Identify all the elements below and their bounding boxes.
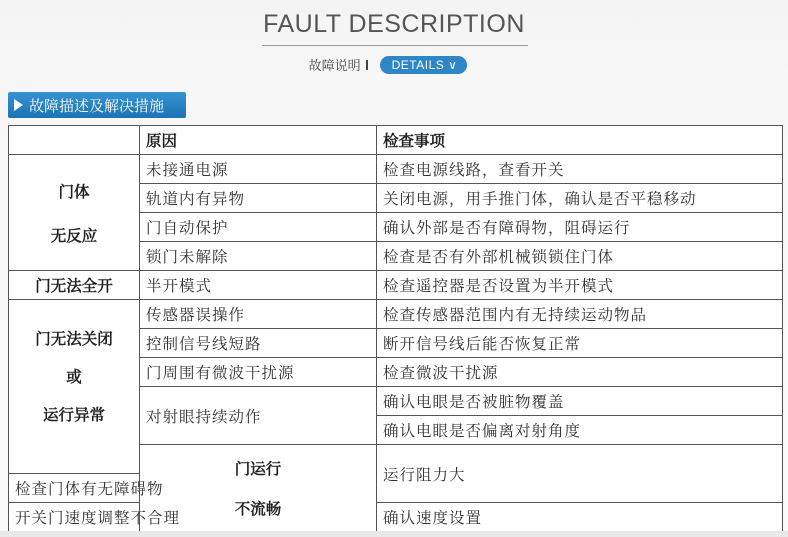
check-cell: 确认电眼是否偏离对射角度 (377, 416, 783, 445)
category-cell: 门无法全开 (9, 271, 140, 300)
section-heading (8, 92, 186, 118)
cause-cell: 门周围有微波干扰源 (140, 358, 377, 387)
check-cell: 检查传感器范围内有无持续运动物品 (377, 300, 783, 329)
check-cell: 确认速度设置 (377, 503, 783, 532)
check-cell: 确认电眼是否被脏物覆盖 (377, 387, 783, 416)
check-cell: 检查门体有无障碍物 (9, 474, 140, 503)
check-cell: 检查电源线路，查看开关 (377, 155, 783, 184)
table-header-blank (9, 126, 140, 155)
table-row (9, 155, 783, 184)
cause-cell: 传感器误操作 (140, 300, 377, 329)
category-line: 不流畅 (234, 500, 282, 518)
page-title: FAULT DESCRIPTION (263, 10, 525, 38)
cause-cell: 开关门速度调整不合理 (9, 503, 140, 532)
check-cell: 确认外部是否有障碍物，阻碍运行 (377, 213, 783, 242)
check-cell: 断开信号线后能否恢复正常 (377, 329, 783, 358)
cause-cell: 半开模式 (140, 271, 377, 300)
cause-cell: 门自动保护 (140, 213, 377, 242)
bottom-divider (0, 531, 788, 537)
cause-cell: 未接通电源 (140, 155, 377, 184)
check-cell: 检查遥控器是否设置为半开模式 (377, 271, 783, 300)
table-row (9, 271, 783, 300)
category-line: 运行异常 (42, 405, 105, 424)
cause-cell: 控制信号线短路 (140, 329, 377, 358)
check-cell: 关闭电源，用手推门体，确认是否平稳移动 (377, 184, 783, 213)
category-cell (9, 155, 140, 271)
cause-cell: 锁门未解除 (140, 242, 377, 271)
table-header-check: 检查事项 (377, 126, 783, 155)
check-cell: 检查是否有外部机械锁锁住门体 (377, 242, 783, 271)
category-line: 或 (66, 367, 82, 386)
play-triangle-icon (14, 99, 23, 111)
table-row (9, 300, 783, 329)
page-subtitle: 故障说明 (308, 59, 361, 74)
table-row (9, 503, 783, 532)
table-header-row (9, 126, 783, 155)
category-line: 门体 (58, 182, 90, 201)
subtitle-separator (366, 60, 368, 70)
table-header-cause: 原因 (140, 126, 377, 155)
title-divider (262, 45, 528, 46)
category-cell (9, 300, 140, 474)
check-cell: 检查微波干扰源 (377, 358, 783, 387)
category-line: 门无法关闭 (35, 329, 113, 348)
subtitle-row (0, 55, 788, 74)
cause-cell: 轨道内有异物 (140, 184, 377, 213)
category-line: 门运行 (234, 460, 282, 478)
section-heading-label: 故障描述及解决措施 (29, 96, 165, 115)
cause-cell: 运行阻力大 (377, 445, 783, 503)
fault-table (8, 125, 783, 532)
details-button[interactable]: DETAILS ∨ (380, 56, 468, 74)
category-line: 无反应 (50, 226, 98, 245)
cause-cell: 对射眼持续动作 (140, 387, 377, 445)
